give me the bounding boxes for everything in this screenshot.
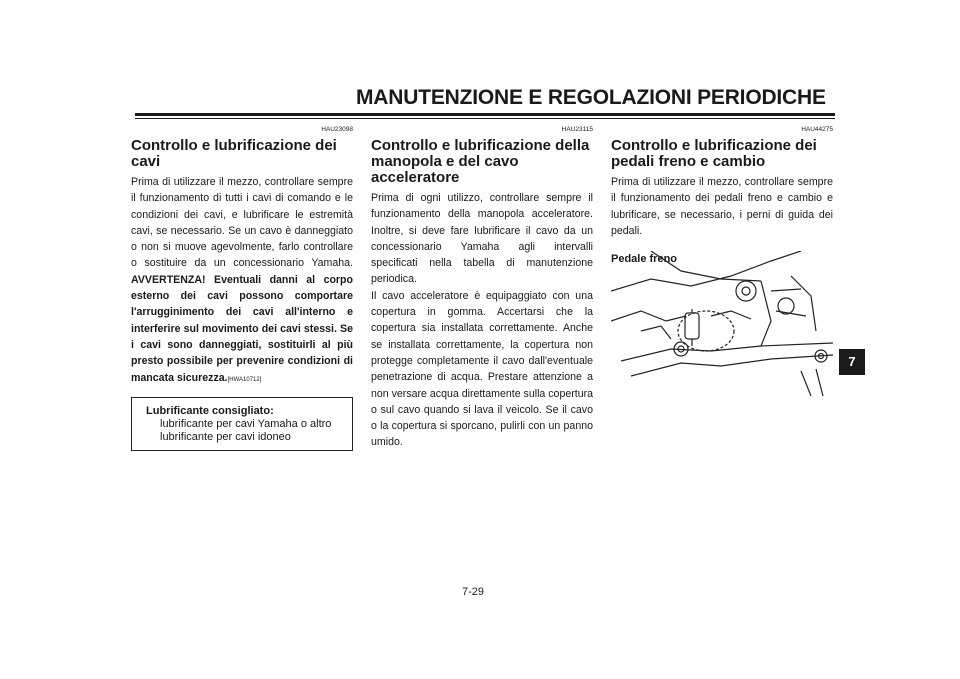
page-number: 7-29 [462,586,485,598]
section-heading: Controllo e lubrificazione della manopola e del cavo acceleratore [371,137,590,186]
chapter-tab: 7 [839,349,865,375]
section-body: Prima di ogni utilizzo, controllare sempre il funzionamento della manopola acceleratore. Inoltre, si deve fare lubrificare il cavo da un concessionario Yamaha agli intervalli specificati nella tabella di manutenzione periodica. [371,192,593,286]
lubricant-box [131,397,353,451]
warning-text: AVVERTENZA! Eventuali danni al corpo esterno dei cavi possono comportare l'arrugginimento dei cavi all'interno e interferire sul movimento dei cavi stessi. Se i cavi sono danneggiati, sostituirli al più presto possibile per prevenire condizioni di mancata sicurezza. [131,273,353,384]
lubricant-box-line: lubrificante per cavi Yamaha o altro [160,417,332,430]
header-rule [135,113,835,116]
body-text: Prima di utilizzare il mezzo, controllare sempre il funzionamento di tutti i cavi di comando e le condizioni dei cavi, e lubrificare le estremità cavi, se necessario. Se un cavo è danneggiato o non si muove agevolmente, farlo controllare o sostituire da un concessionario Yamaha. [131,176,353,270]
section-heading: Controllo e lubrificazione dei pedali freno e cambio [611,137,817,170]
column-throttle [371,122,593,451]
brake-pedal-illustration [611,251,833,396]
lubricant-box-line: lubrificante per cavi idoneo [160,430,291,443]
warning-code: [HWA10712] [227,376,262,383]
section-code: HAU44275 [801,126,833,133]
lubricant-box-title: Lubrificante consigliato: [146,404,274,417]
column-cables [131,122,353,451]
page-header-title: MANUTENZIONE E REGOLAZIONI PERIODICHE [356,86,826,109]
header-rule-thin [135,118,835,119]
column-pedals [611,122,833,265]
section-body [131,174,353,388]
figure-label: Pedale freno [611,253,678,266]
section-code: HAU23115 [561,126,593,133]
section-body: Il cavo acceleratore è equipaggiato con una copertura in gomma. Accertarsi che la copertura sia installata correttamente. Anche se installata correttamente, la copertura non protegge completamente il cavo dall'eventuale penetrazione di acqua. Prestare attenzione a non versare acqua direttamente sulla copertura o sul cavo quando si lava il veicolo. Se il cavo o la copertura si sporcano, pulirli con un panno umido. [371,289,594,449]
section-heading: Controllo e lubrificazione dei cavi [131,137,337,170]
section-code: HAU23098 [321,126,353,133]
section-body: Prima di utilizzare il mezzo, controllare sempre il funzionamento dei pedali freno e cambio e lubrificare, se necessario, i perni di guida dei pedali. [611,176,833,237]
